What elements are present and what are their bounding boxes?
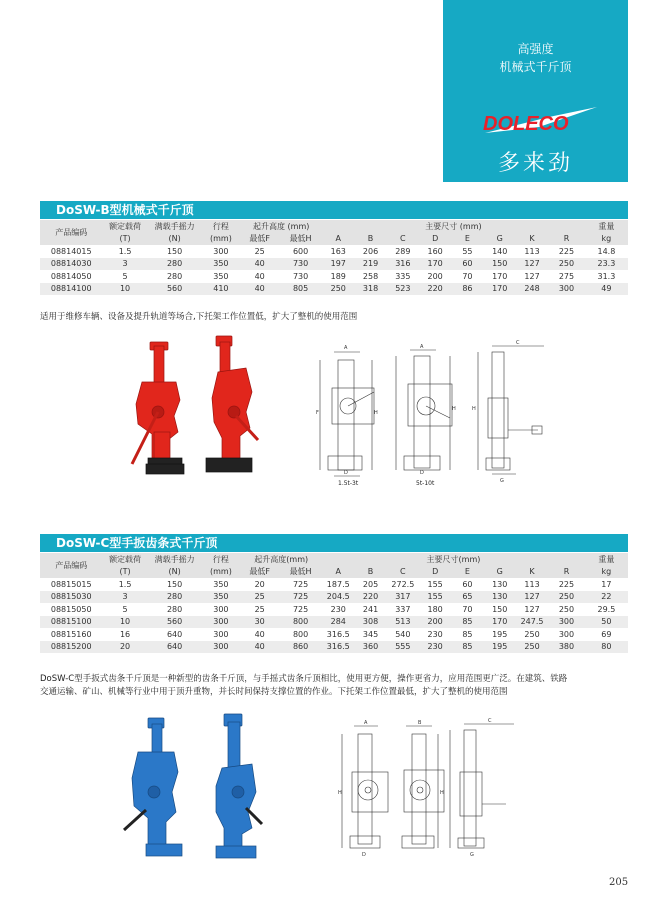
col-a: A [322, 233, 354, 246]
table-cell: 20 [240, 578, 279, 591]
dim-label-a2: A [420, 344, 424, 350]
blue-jack-small [124, 718, 182, 856]
table-cell: 14.8 [585, 245, 628, 258]
cell-product-code: 08815030 [40, 591, 102, 604]
table-cell: 640 [148, 628, 202, 641]
table-cell: 230 [419, 641, 451, 654]
table-cell: 25 [240, 603, 279, 616]
brand-title-line2: 机械式千斤顶 [499, 60, 572, 74]
c-dim-label-c: C [488, 718, 492, 724]
table-cell: 250 [548, 591, 585, 604]
col-c: C [387, 566, 419, 579]
table-cell: 206 [354, 245, 386, 258]
table-row [40, 591, 628, 604]
table-cell: 300 [202, 616, 241, 629]
table-row [40, 603, 628, 616]
table-cell: 725 [279, 578, 322, 591]
table-row [40, 641, 628, 654]
table-cell: 20 [102, 641, 147, 654]
table-cell: 40 [240, 628, 279, 641]
table-cell: 160 [419, 245, 451, 258]
table-cell: 23.3 [585, 258, 628, 271]
table-cell: 300 [548, 283, 585, 296]
col-weight-unit: kg [585, 233, 628, 246]
c-dim-label-d: D [362, 852, 366, 858]
table-row [40, 616, 628, 629]
table-cell: 170 [419, 258, 451, 271]
table-cell: 540 [387, 628, 419, 641]
table-cell: 560 [148, 283, 202, 296]
col-code: 产品编码 [40, 220, 102, 245]
table-cell: 225 [548, 578, 585, 591]
col-g: G [484, 566, 516, 579]
col-b: B [354, 566, 386, 579]
table-cell: 49 [585, 283, 628, 296]
table-cell: 1.5 [102, 245, 147, 258]
col-weight: 重量 [585, 220, 628, 233]
table-cell: 335 [387, 270, 419, 283]
dim-label-h2: H [452, 406, 456, 412]
col-force-unit: (N) [148, 233, 202, 246]
table-cell: 725 [279, 603, 322, 616]
brand-panel [443, 0, 628, 182]
table-cell: 250 [322, 283, 354, 296]
section-c-description-line1: DoSW-C型手扳式齿条千斤顶是一种新型的齿条千斤顶，与手摇式齿条斤顶相比，使用更方便，操作更省力，应用范围更广泛。在建筑、铁路 [40, 674, 568, 684]
table-cell: 5 [102, 270, 147, 283]
brand-title-line1: 高强度 [517, 42, 554, 56]
col-lift-min: 最低F [240, 233, 279, 246]
table-cell: 197 [322, 258, 354, 271]
drawing-c-front-1 [342, 726, 388, 848]
table-cell: 155 [419, 591, 451, 604]
col-weight: 重量 [585, 553, 628, 566]
table-header-row-2 [40, 233, 628, 246]
table-row [40, 245, 628, 258]
table-cell: 316 [387, 258, 419, 271]
table-cell: 300 [548, 616, 585, 629]
table-cell: 300 [202, 603, 241, 616]
blue-jack-large [216, 714, 262, 858]
table-header-row-2 [40, 566, 628, 579]
table-cell: 318 [354, 283, 386, 296]
table-cell: 316.5 [322, 641, 354, 654]
section-c-drawings [338, 720, 538, 860]
doleco-logo [479, 105, 599, 135]
table-cell: 258 [354, 270, 386, 283]
drawing-c-front-2 [402, 726, 444, 848]
table-cell: 280 [148, 591, 202, 604]
drawing-side-view [478, 346, 544, 474]
table-cell: 800 [279, 628, 322, 641]
table-cell: 150 [484, 258, 516, 271]
col-k: K [516, 566, 548, 579]
caption-small-jack: 1.5t-3t [338, 480, 359, 487]
table-cell: 300 [202, 628, 241, 641]
brand-name-cn: 多来劲 [497, 151, 573, 176]
c-dim-label-h2: H [440, 790, 444, 796]
c-dim-label-b: B [418, 720, 422, 726]
table-cell: 280 [148, 258, 202, 271]
table-cell: 60 [451, 578, 483, 591]
table-cell: 380 [548, 641, 585, 654]
table-cell: 272.5 [387, 578, 419, 591]
cell-product-code: 08814030 [40, 258, 102, 271]
cell-product-code: 08815200 [40, 641, 102, 654]
table-cell: 280 [148, 603, 202, 616]
col-r: R [548, 566, 585, 579]
col-force: 满载手摇力 [148, 220, 202, 233]
table-cell: 1.5 [102, 578, 147, 591]
col-lift-max: 最低H [279, 233, 322, 246]
table-cell: 219 [354, 258, 386, 271]
blue-jacks-photo [118, 712, 278, 868]
table-cell: 3 [102, 591, 147, 604]
section-b-drawings [316, 340, 556, 492]
table-cell: 513 [387, 616, 419, 629]
red-jack-small [132, 342, 184, 474]
table-cell: 10 [102, 283, 147, 296]
table-cell: 805 [279, 283, 322, 296]
section-c-rows [40, 578, 628, 653]
table-cell: 640 [148, 641, 202, 654]
table-cell: 40 [240, 641, 279, 654]
table-cell: 189 [322, 270, 354, 283]
table-cell: 170 [484, 270, 516, 283]
table-cell: 65 [451, 591, 483, 604]
table-cell: 300 [202, 245, 241, 258]
table-cell: 250 [516, 628, 548, 641]
col-e: E [451, 233, 483, 246]
table-cell: 725 [279, 591, 322, 604]
table-header-row-1 [40, 220, 628, 233]
table-cell: 50 [585, 616, 628, 629]
col-stroke-unit: (mm) [202, 566, 241, 579]
table-cell: 523 [387, 283, 419, 296]
table-cell: 60 [451, 258, 483, 271]
table-cell: 69 [585, 628, 628, 641]
table-cell: 127 [516, 270, 548, 283]
table-cell: 555 [387, 641, 419, 654]
table-cell: 225 [548, 245, 585, 258]
section-c-title: DoSW-C型手扳齿条式千斤顶 [40, 534, 628, 552]
table-cell: 86 [451, 283, 483, 296]
table-cell: 25 [240, 245, 279, 258]
table-cell: 289 [387, 245, 419, 258]
table-cell: 127 [516, 258, 548, 271]
table-cell: 16 [102, 628, 147, 641]
table-cell: 85 [451, 616, 483, 629]
col-dims: 主要尺寸(mm) [322, 553, 585, 566]
drawing-c-side [450, 724, 514, 848]
table-cell: 250 [548, 258, 585, 271]
table-cell: 70 [451, 603, 483, 616]
cell-product-code: 08814050 [40, 270, 102, 283]
table-cell: 163 [322, 245, 354, 258]
table-cell: 180 [419, 603, 451, 616]
col-lift-max: 最低H [279, 566, 322, 579]
table-header-row-1 [40, 553, 628, 566]
col-d: D [419, 566, 451, 579]
caption-large-jack: 5t-10t [416, 480, 435, 487]
col-k: K [516, 233, 548, 246]
cell-product-code: 08815160 [40, 628, 102, 641]
table-cell: 250 [548, 603, 585, 616]
table-cell: 22 [585, 591, 628, 604]
table-cell: 350 [202, 578, 241, 591]
red-jacks-photo [118, 332, 278, 482]
table-cell: 200 [419, 616, 451, 629]
section-b-title: DoSW-B型机械式千斤顶 [40, 201, 628, 219]
col-c: C [387, 233, 419, 246]
table-cell: 337 [387, 603, 419, 616]
table-cell: 220 [354, 591, 386, 604]
table-cell: 3 [102, 258, 147, 271]
cell-product-code: 08815015 [40, 578, 102, 591]
table-cell: 155 [419, 578, 451, 591]
table-cell: 195 [484, 628, 516, 641]
table-row [40, 628, 628, 641]
table-cell: 80 [585, 641, 628, 654]
col-lift-min: 最低F [240, 566, 279, 579]
drawing-small-jack [320, 352, 374, 476]
section-b-rows [40, 245, 628, 295]
table-cell: 350 [202, 270, 241, 283]
dim-label-d: D [344, 470, 348, 476]
table-cell: 55 [451, 245, 483, 258]
cell-product-code: 08815050 [40, 603, 102, 616]
table-cell: 150 [148, 245, 202, 258]
table-row [40, 578, 628, 591]
table-cell: 170 [484, 616, 516, 629]
table-cell: 247.5 [516, 616, 548, 629]
table-cell: 85 [451, 628, 483, 641]
table-cell: 40 [240, 283, 279, 296]
table-cell: 317 [387, 591, 419, 604]
col-r: R [548, 233, 585, 246]
table-cell: 860 [279, 641, 322, 654]
col-stroke: 行程 [202, 553, 241, 566]
logo-wordmark: DOLECO [483, 113, 569, 135]
table-cell: 350 [202, 591, 241, 604]
table-cell: 127 [516, 603, 548, 616]
table-cell: 150 [484, 603, 516, 616]
col-load-unit: (T) [102, 566, 147, 579]
table-cell: 350 [202, 258, 241, 271]
table-cell: 360 [354, 641, 386, 654]
table-cell: 5 [102, 603, 147, 616]
table-row [40, 270, 628, 283]
page-number: 205 [609, 877, 629, 888]
table-row [40, 283, 628, 296]
col-a: A [322, 566, 354, 579]
table-cell: 275 [548, 270, 585, 283]
table-cell: 730 [279, 258, 322, 271]
dim-label-d2: D [420, 470, 424, 476]
table-cell: 345 [354, 628, 386, 641]
col-lift: 起升高度(mm) [240, 553, 322, 566]
table-cell: 730 [279, 270, 322, 283]
cell-product-code: 08814015 [40, 245, 102, 258]
table-cell: 40 [240, 270, 279, 283]
col-load: 额定载荷 [102, 553, 147, 566]
table-cell: 300 [548, 628, 585, 641]
table-cell: 205 [354, 578, 386, 591]
red-jack-large [206, 336, 258, 472]
table-cell: 10 [102, 616, 147, 629]
col-load: 额定载荷 [102, 220, 147, 233]
col-force-unit: (N) [148, 566, 202, 579]
table-cell: 70 [451, 270, 483, 283]
section-c-description-line2: 交通运输、矿山、机械等行业中用于顶升重物，并长时间保持支撑位置的作业。下托架工作位置最低，扩大了整机的使用范围 [40, 687, 508, 697]
table-cell: 230 [419, 628, 451, 641]
col-dims: 主要尺寸 (mm) [322, 220, 585, 233]
c-dim-label-a: A [364, 720, 368, 726]
dim-label-c: C [516, 340, 520, 346]
table-cell: 130 [484, 591, 516, 604]
table-cell: 187.5 [322, 578, 354, 591]
col-stroke-unit: (mm) [202, 233, 241, 246]
table-cell: 127 [516, 591, 548, 604]
c-dim-label-g: G [470, 852, 474, 858]
dim-label-h3: H [472, 406, 476, 412]
cell-product-code: 08815100 [40, 616, 102, 629]
table-cell: 410 [202, 283, 241, 296]
table-cell: 85 [451, 641, 483, 654]
col-g: G [484, 233, 516, 246]
dim-label-f: F [316, 410, 319, 416]
section-c-description [40, 673, 630, 699]
table-cell: 17 [585, 578, 628, 591]
table-cell: 140 [484, 245, 516, 258]
col-stroke: 行程 [202, 220, 241, 233]
table-cell: 204.5 [322, 591, 354, 604]
col-weight-unit: kg [585, 566, 628, 579]
table-cell: 30 [240, 616, 279, 629]
col-b: B [354, 233, 386, 246]
col-lift: 起升高度 (mm) [240, 220, 322, 233]
table-cell: 250 [516, 641, 548, 654]
table-cell: 316.5 [322, 628, 354, 641]
col-d: D [419, 233, 451, 246]
table-cell: 300 [202, 641, 241, 654]
table-cell: 195 [484, 641, 516, 654]
table-cell: 130 [484, 578, 516, 591]
table-cell: 600 [279, 245, 322, 258]
col-load-unit: (T) [102, 233, 147, 246]
table-cell: 284 [322, 616, 354, 629]
col-code: 产品编码 [40, 553, 102, 578]
table-row [40, 258, 628, 271]
dim-label-a: A [344, 345, 348, 351]
section-b-table [40, 220, 628, 295]
table-cell: 248 [516, 283, 548, 296]
cell-product-code: 08814100 [40, 283, 102, 296]
dim-label-h: H [374, 410, 378, 416]
table-cell: 280 [148, 270, 202, 283]
table-cell: 241 [354, 603, 386, 616]
col-force: 满载手摇力 [148, 553, 202, 566]
table-cell: 40 [240, 258, 279, 271]
table-cell: 113 [516, 245, 548, 258]
col-e: E [451, 566, 483, 579]
section-b-description: 适用于维修车辆、设备及提升轨道等场合,下托架工作位置低，扩大了整机的使用范围 [40, 312, 358, 322]
table-cell: 200 [419, 270, 451, 283]
table-cell: 113 [516, 578, 548, 591]
table-cell: 800 [279, 616, 322, 629]
table-cell: 29.5 [585, 603, 628, 616]
section-c-table [40, 553, 628, 653]
table-cell: 31.3 [585, 270, 628, 283]
table-cell: 560 [148, 616, 202, 629]
table-cell: 220 [419, 283, 451, 296]
dim-label-g: G [500, 478, 504, 484]
c-dim-label-h: H [338, 790, 342, 796]
table-cell: 150 [148, 578, 202, 591]
table-cell: 308 [354, 616, 386, 629]
table-cell: 230 [322, 603, 354, 616]
table-cell: 25 [240, 591, 279, 604]
table-cell: 170 [484, 283, 516, 296]
drawing-large-jack [396, 350, 452, 470]
